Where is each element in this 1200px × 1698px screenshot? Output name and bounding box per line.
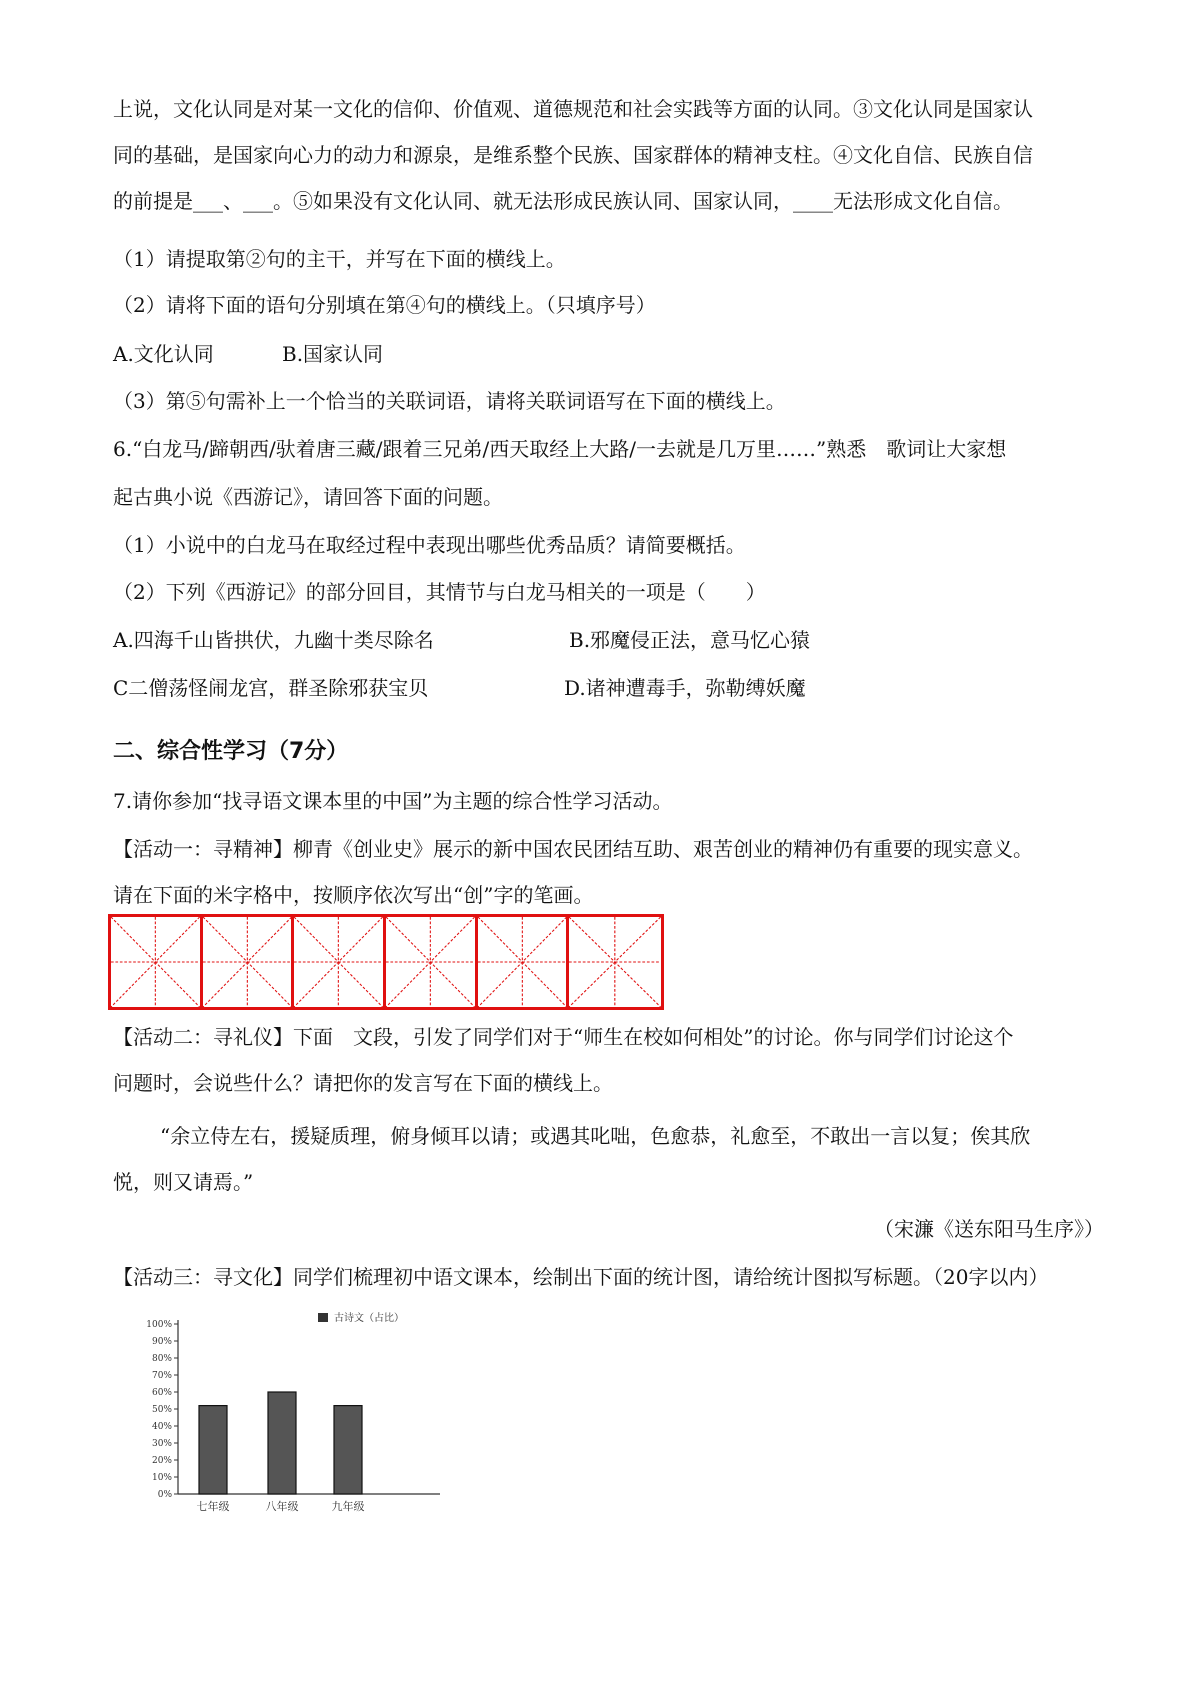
y-tick-label: 20%: [151, 1456, 172, 1466]
mizige-cell[interactable]: [569, 917, 661, 1007]
legend-label: 古诗文（占比）: [334, 1313, 404, 1324]
x-tick-label: 八年级: [265, 1500, 299, 1513]
mizige-cell[interactable]: [111, 917, 203, 1007]
y-tick-label: 50%: [151, 1405, 172, 1415]
y-tick-label: 100%: [146, 1320, 172, 1330]
mizige-cell[interactable]: [203, 917, 295, 1007]
q7-activity-3: 【活动三：寻文化】同学们梳理初中语文课本，绘制出下面的统计图，请给统计图拟写标题。（20字以内）: [113, 1265, 1049, 1289]
q5-sub2: （2）请将下面的语句分别填在第④句的横线上。（只填序号）: [113, 293, 656, 317]
mizige-guide-lines: [478, 917, 567, 1007]
q5-option-b: B.国家认同: [282, 342, 384, 366]
x-tick-label: 九年级: [331, 1500, 365, 1513]
section-2-title: 二、综合性学习（7分）: [113, 739, 349, 764]
mizige-guide-lines: [111, 917, 200, 1007]
q6-sub1: （1）小说中的白龙马在取经过程中表现出哪些优秀品质？请简要概括。: [113, 533, 746, 557]
mizige-grid[interactable]: [108, 914, 664, 1010]
passage-line-1: 上说，文化认同是对某一文化的信仰、价值观、道德规范和社会实践等方面的认同。③文化认同是国家认: [113, 97, 1033, 121]
mizige-cell[interactable]: [478, 917, 570, 1007]
legend-swatch: [318, 1313, 328, 1322]
quote-line-1: “余立侍左右，援疑质理，俯身倾耳以请；或遇其叱咄，色愈恭，礼愈至，不敢出一言以复；俟其欣: [160, 1124, 1031, 1148]
mizige-guide-lines: [569, 917, 661, 1007]
quote-line-2: 悦，则又请焉。”: [113, 1170, 254, 1194]
q7-activity-1-line-1: 【活动一：寻精神】柳青《创业史》展示的新中国农民团结互助、艰苦创业的精神仍有重要的现实意义。: [113, 837, 1033, 861]
q6-stem-line-2: 起古典小说《西游记》，请回答下面的问题。: [113, 485, 503, 509]
bar-chart-svg: [130, 1306, 470, 1536]
q6-option-d: D.诸神遭毒手，弥勒缚妖魔: [564, 676, 806, 700]
y-tick-label: 30%: [151, 1439, 172, 1449]
x-tick-label: 七年级: [196, 1500, 230, 1513]
q7-activity-2-line-2: 问题时，会说些什么？请把你的发言写在下面的横线上。: [113, 1071, 613, 1095]
q6-option-b: B.邪魔侵正法，意马忆心猿: [569, 628, 811, 652]
q6-option-a: A.四海千山皆拱伏，九幽十类尽除名: [113, 628, 434, 652]
y-tick-label: 70%: [151, 1371, 172, 1381]
mizige-guide-lines: [386, 917, 475, 1007]
q6-option-c: C二僧荡怪闹龙宫，群圣除邪获宝贝: [113, 676, 429, 700]
passage-line-3: 的前提是___、___。⑤如果没有文化认同、就无法形成民族认同、国家认同，____无法形成文化自信。: [113, 189, 1013, 213]
y-tick-label: 60%: [151, 1388, 172, 1398]
q6-stem-line-1: 6.“白龙马/蹄朝西/驮着唐三藏/跟着三兄弟/西天取经上大路/一去就是几万里……”熟悉 歌词让大家想: [113, 437, 1007, 461]
mizige-guide-lines: [203, 917, 292, 1007]
q7-activity-2-line-1: 【活动二：寻礼仪】下面 文段，引发了同学们对于“师生在校如何相处”的讨论。你与同学们讨论这个: [113, 1025, 1014, 1049]
bar-chart: [130, 1306, 470, 1536]
y-tick-label: 80%: [151, 1354, 172, 1364]
y-tick-label: 90%: [151, 1337, 172, 1347]
bar: [268, 1392, 296, 1494]
y-tick-label: 40%: [151, 1422, 172, 1432]
q7-intro: 7.请你参加“找寻语文课本里的中国”为主题的综合性学习活动。: [113, 789, 673, 813]
bar: [334, 1406, 362, 1494]
mizige-cell[interactable]: [294, 917, 386, 1007]
y-tick-label: 10%: [151, 1473, 172, 1483]
quote-source: （宋濂《送东阳马生序》）: [874, 1217, 1104, 1241]
q5-sub3: （3）第⑤句需补上一个恰当的关联词语，请将关联词语写在下面的横线上。: [113, 389, 786, 413]
q6-sub2: （2）下列《西游记》的部分回目，其情节与白龙马相关的一项是（ ）: [113, 580, 766, 604]
mizige-guide-lines: [294, 917, 383, 1007]
passage-line-2: 同的基础，是国家向心力的动力和源泉，是维系整个民族、国家群体的精神支柱。④文化自信、民族自信: [113, 143, 1033, 167]
q7-activity-1-line-2: 请在下面的米字格中，按顺序依次写出“创”字的笔画。: [113, 883, 594, 907]
y-tick-label: 0%: [157, 1490, 172, 1500]
bar: [199, 1406, 227, 1494]
q5-sub1: （1）请提取第②句的主干，并写在下面的横线上。: [113, 247, 566, 271]
q5-option-a: A.文化认同: [113, 342, 214, 366]
mizige-cell[interactable]: [386, 917, 478, 1007]
